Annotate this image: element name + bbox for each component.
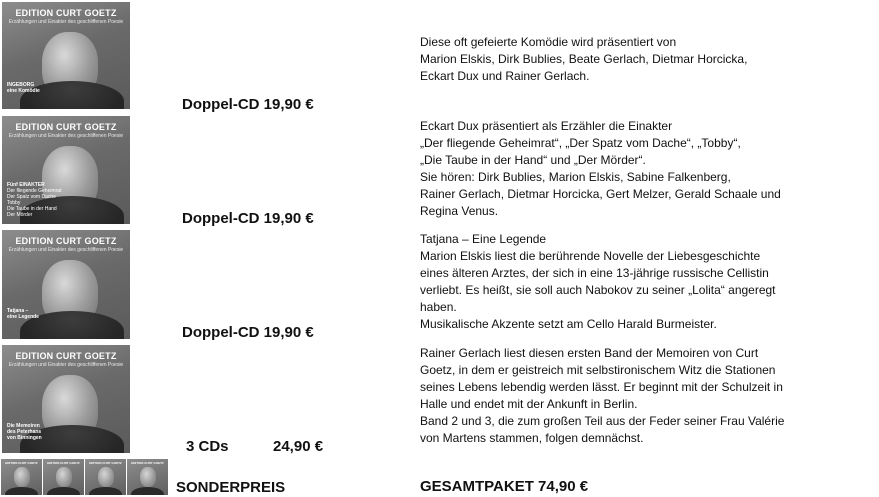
description-line: Diese oft gefeierte Komödie wird präsentiert von xyxy=(420,35,677,49)
thumb-title: EDITION CURT GOETZ xyxy=(47,461,80,465)
description-line: „Die Taube in der Hand“ und „Der Mörder“. xyxy=(420,153,646,167)
cover-tag-line: eine Komödie xyxy=(7,88,40,94)
cover-tag xyxy=(7,82,40,94)
description-tatjana xyxy=(420,231,870,333)
description-line: Sie hören: Dirk Bublies, Marion Elskis, Sabine Falkenberg, xyxy=(420,170,731,184)
cover-tag-line: Der fliegende Geheimrat xyxy=(7,188,62,194)
cover-series-title: EDITION CURT GOETZ xyxy=(15,351,117,361)
thumb-shoulders xyxy=(47,487,80,495)
thumb-shoulders xyxy=(89,487,122,495)
thumb-shoulders xyxy=(131,487,164,495)
cover-memoiren[interactable] xyxy=(2,345,130,453)
cover-tag-line: Tatjana – xyxy=(7,308,29,314)
description-line: Musikalische Akzente setzt am Cello Harald Burmeister. xyxy=(420,317,717,331)
total-package-price: GESAMTPAKET 74,90 € xyxy=(420,478,589,495)
price-3-cds-amount: 24,90 € xyxy=(273,438,324,455)
description-line: verliebt. Es heißt, sie soll auch Nabokov zu seiner „Lolita“ angeregt xyxy=(420,283,776,297)
cover-tag-line: eine Legende xyxy=(7,314,39,320)
thumb-shoulders xyxy=(5,487,38,495)
description-line: Halle und endet mit der Ankunft in Berlin. xyxy=(420,397,638,411)
description-ingeborg xyxy=(420,34,870,85)
description-line: Eckart Dux präsentiert als Erzähler die Einakter xyxy=(420,119,673,133)
cover-subtitle: Erzählungen und Einakter des geschliffenen Poesie xyxy=(8,362,124,368)
bundle-thumbnail xyxy=(43,459,84,495)
cover-series-title: EDITION CURT GOETZ xyxy=(15,122,117,132)
cover-tag-line: des Peterhans xyxy=(7,429,42,435)
cover-ingeborg[interactable] xyxy=(2,2,130,109)
cover-tag xyxy=(7,182,61,218)
cover-series-title: EDITION CURT GOETZ xyxy=(15,8,117,18)
description-line: Band 2 und 3, die zum großen Teil aus der Feder seiner Frau Valérie xyxy=(420,414,785,428)
description-line: haben. xyxy=(420,300,457,314)
cover-einakter[interactable] xyxy=(2,116,130,224)
description-line: Marion Elskis, Dirk Bublies, Beate Gerlach, Dietmar Horcicka, xyxy=(420,52,748,66)
cover-subtitle: Erzählungen und Einakter des geschliffenen Poesie xyxy=(8,247,124,253)
cover-tag-line: Die Memoiren xyxy=(7,423,40,429)
cover-tatjana[interactable] xyxy=(2,230,130,339)
bundle-thumbnail xyxy=(1,459,42,495)
description-line: „Der fliegende Geheimrat“, „Der Spatz vom Dache“, „Tobby“, xyxy=(420,136,741,150)
special-price-label: SONDERPREIS xyxy=(176,479,286,496)
cover-subtitle: Erzählungen und Einakter des geschliffenen Poesie xyxy=(8,19,124,25)
description-einakter xyxy=(420,118,870,220)
thumb-portrait xyxy=(98,467,114,487)
bundle-thumbnail xyxy=(85,459,126,495)
cover-tag-line: Der Spatz vom Dache xyxy=(7,194,56,200)
description-line: Tatjana – Eine Legende xyxy=(420,232,547,246)
description-line: eines älteren Arztes, der sich in eine 13-jährige russische Cellistin xyxy=(420,266,769,280)
description-line: von Martens stammen, folgen demnächst. xyxy=(420,431,644,445)
cover-tag-line: Die Taube in der Hand xyxy=(7,206,57,212)
price-3-cds-label: 3 CDs xyxy=(186,438,229,455)
thumb-title: EDITION CURT GOETZ xyxy=(5,461,38,465)
thumb-portrait xyxy=(14,467,30,487)
price-doppel-cd-1: Doppel-CD 19,90 € xyxy=(182,96,314,113)
thumb-portrait xyxy=(56,467,72,487)
cover-subtitle: Erzählungen und Einakter des geschliffenen Poesie xyxy=(8,133,124,139)
cover-tag xyxy=(7,308,39,320)
cover-tag-line: von Binningen xyxy=(7,435,42,441)
bundle-thumbnails[interactable] xyxy=(1,459,169,495)
thumb-portrait xyxy=(140,467,156,487)
thumb-title: EDITION CURT GOETZ xyxy=(131,461,164,465)
description-memoiren xyxy=(420,345,870,447)
bundle-thumbnail xyxy=(127,459,168,495)
cover-tag-line: INGEBORG xyxy=(7,82,35,88)
cover-tag-line: Fünf EINAKTER xyxy=(7,182,45,188)
description-line: seines Lebens lebendig werden lässt. Er beginnt mit der Schulzeit in xyxy=(420,380,783,394)
cover-series-title: EDITION CURT GOETZ xyxy=(15,236,117,246)
cover-tag-line: Der Mörder xyxy=(7,212,33,218)
price-doppel-cd-3: Doppel-CD 19,90 € xyxy=(182,324,314,341)
cover-tag-line: Tobby xyxy=(7,200,21,206)
description-line: Rainer Gerlach, Dietmar Horcicka, Gert Melzer, Gerald Schaale und xyxy=(420,187,781,201)
price-doppel-cd-2: Doppel-CD 19,90 € xyxy=(182,210,314,227)
thumb-title: EDITION CURT GOETZ xyxy=(89,461,122,465)
description-line: Goetz, in dem er geistreich mit selbstironischem Witz die Stationen xyxy=(420,363,776,377)
cover-tag xyxy=(7,423,42,441)
description-line: Marion Elskis liest die berührende Novelle der Liebesgeschichte xyxy=(420,249,761,263)
description-line: Regina Venus. xyxy=(420,204,499,218)
description-line: Rainer Gerlach liest diesen ersten Band der Memoiren von Curt xyxy=(420,346,759,360)
description-line: Eckart Dux und Rainer Gerlach. xyxy=(420,69,590,83)
